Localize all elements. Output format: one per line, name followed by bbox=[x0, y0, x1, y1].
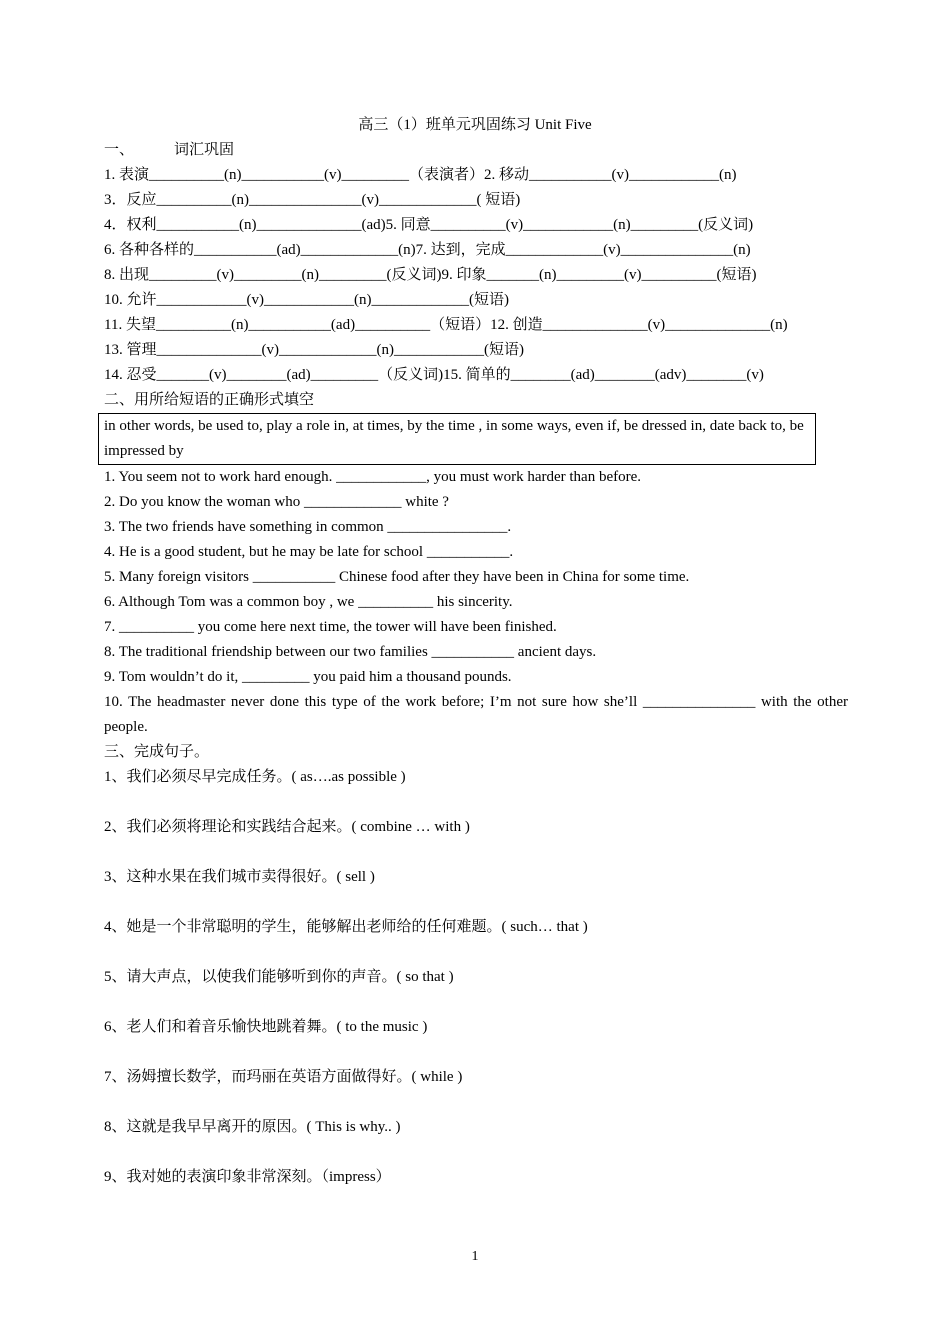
fill-question: 6. Although Tom was a common boy , we __________ his sincerity. bbox=[104, 594, 513, 610]
section1-heading-num: 一、 bbox=[104, 142, 135, 158]
vocab-line: 6. 各种各样的___________(ad)_____________(n)7. 达到，完成_____________(v)_______________(n) bbox=[104, 242, 751, 258]
vocab-line: 8. 出现_________(v)_________(n)_________(反义词)9. 印象_______(n)_________(v)__________(短语) bbox=[104, 267, 757, 283]
fill-question: 7. __________ you come here next time, the tower will have been finished. bbox=[104, 619, 557, 635]
vocab-line: 1. 表演__________(n)___________(v)_________（表演者）2. 移动___________(v)____________(n) bbox=[104, 167, 737, 183]
translate-item: 3、这种水果在我们城市卖得很好。( sell ) bbox=[104, 869, 375, 885]
vocab-line: 13. 管理______________(v)_____________(n)____________(短语) bbox=[104, 342, 524, 358]
fill-question: 9. Tom wouldn’t do it, _________ you paid him a thousand pounds. bbox=[104, 669, 512, 685]
vocab-line: 3．反应__________(n)_______________(v)_____________( 短语) bbox=[104, 192, 521, 208]
fill-question: 1. You seem not to work hard enough. ____________, you must work harder than before. bbox=[104, 469, 642, 485]
section1-heading-text: 词汇巩固 bbox=[174, 142, 235, 158]
section1-heading bbox=[104, 138, 848, 163]
fill-question: 8. The traditional friendship between our two families ___________ ancient days. bbox=[104, 644, 597, 660]
translate-item: 9、我对她的表演印象非常深刻。（impress） bbox=[104, 1169, 391, 1185]
vocab-line: 10. 允许____________(v)____________(n)_____________(短语) bbox=[104, 292, 509, 308]
translate-item: 4、她是一个非常聪明的学生，能够解出老师给的任何难题。( such… that ) bbox=[104, 919, 588, 935]
fill-question: 2. Do you know the woman who _____________ white ? bbox=[104, 494, 449, 510]
translate-item: 5、请大声点，以使我们能够听到你的声音。( so that ) bbox=[104, 969, 454, 985]
vocab-line: 11. 失望__________(n)___________(ad)__________（短语）12. 创造______________(v)______________(n) bbox=[104, 317, 788, 333]
translate-item: 6、老人们和着音乐愉快地跳着舞。( to the music ) bbox=[104, 1019, 428, 1035]
page-number: 1 bbox=[471, 1249, 479, 1264]
fill-question: 3. The two friends have something in common ________________. bbox=[104, 519, 512, 535]
translate-item: 1、我们必须尽早完成任务。( as….as possible ) bbox=[104, 769, 406, 785]
vocab-line: 14. 忍受_______(v)________(ad)_________（反义词)15. 简单的________(ad)________(adv)________(v) bbox=[104, 367, 764, 383]
fill-question: 10. The headmaster never done this type of the work before; I’m not sure how she’ll _______________ with the other people. bbox=[104, 694, 848, 735]
vocab-line: 4．权利___________(n)______________(ad)5. 同意__________(v)____________(n)_________(反义词) bbox=[104, 217, 754, 233]
translate-item: 7、汤姆擅长数学，而玛丽在英语方面做得好。( while ) bbox=[104, 1069, 463, 1085]
translate-item: 8、这就是我早早离开的原因。( This is why.. ) bbox=[104, 1119, 401, 1135]
section3 bbox=[104, 740, 848, 1190]
fill-question: 5. Many foreign visitors ___________ Chinese food after they have been in China for some time. bbox=[104, 569, 690, 585]
translate-item: 2、我们必须将理论和实践结合起来。( combine … with ) bbox=[104, 819, 470, 835]
section3-heading: 三、完成句子。 bbox=[104, 744, 210, 760]
worksheet-content bbox=[104, 138, 848, 1190]
section2-heading: 二、用所给短语的正确形式填空 bbox=[104, 392, 315, 408]
phrase-box: in other words, be used to, play a role in, at times, by the time , in some ways, even if, be dressed in, date back to, be impressed by bbox=[98, 413, 816, 465]
page-title: 高三（1）班单元巩固练习 Unit Five bbox=[358, 117, 592, 133]
fill-question: 4. He is a good student, but he may be late for school ___________. bbox=[104, 544, 514, 560]
